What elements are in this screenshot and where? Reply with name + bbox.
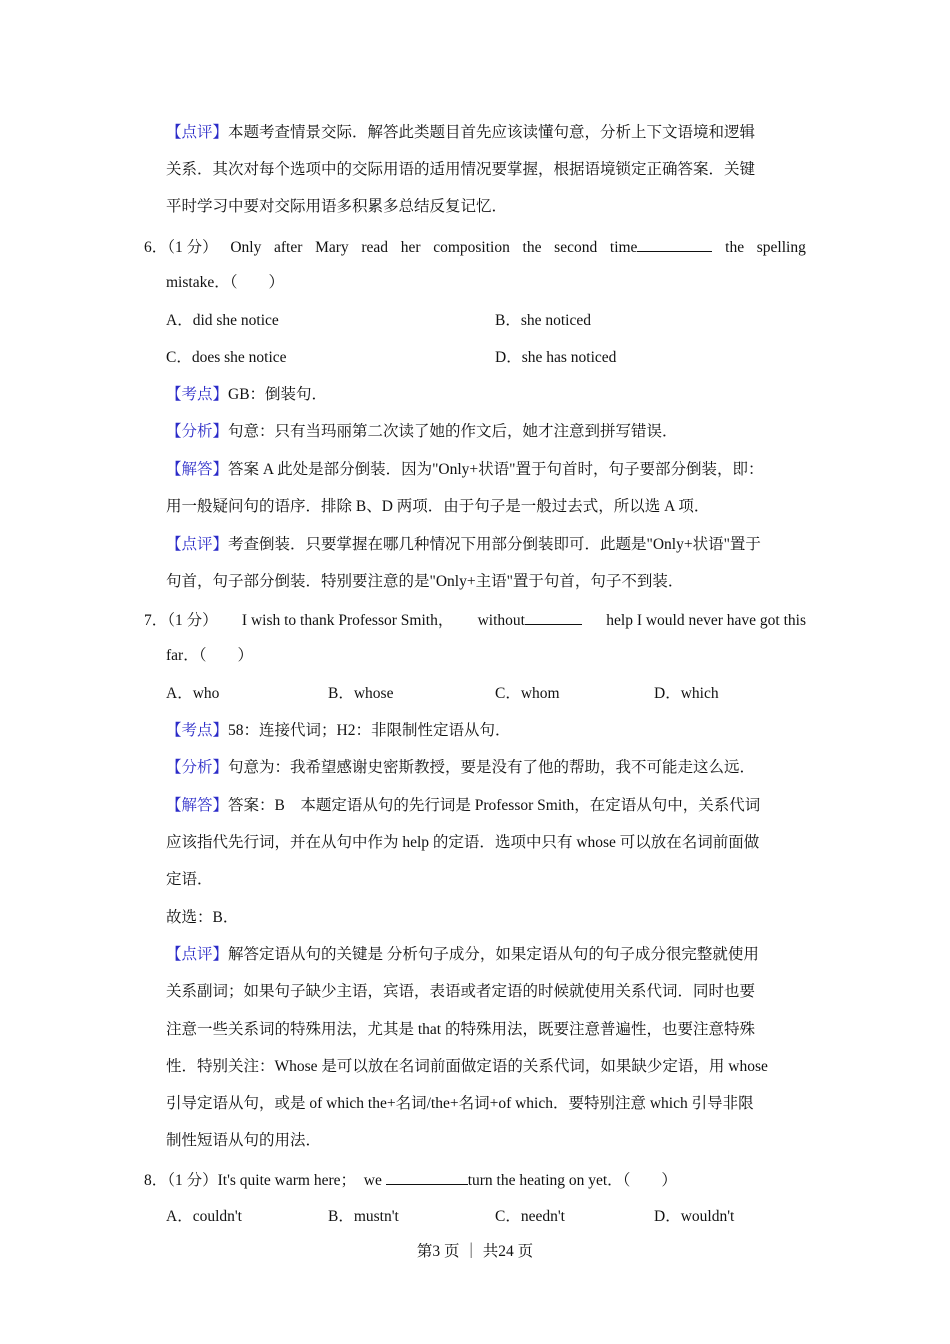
stem-word: Mary xyxy=(315,239,349,256)
question-7-stem xyxy=(144,609,806,631)
fenxi-text: 句意：只有当玛丽第二次读了她的作文后，她才注意到拼写错误． xyxy=(228,423,678,440)
dianping-text: 考查倒装．只要掌握在哪几种情况下用部分倒装即可．此题是"Only+状语"置于 xyxy=(228,536,761,553)
jieda-line: 应该指代先行词，并在从句中作为 help 的定语．选项中只有 whose 可以放在名词前面做 xyxy=(166,834,760,851)
option-a[interactable]: A．did she notice xyxy=(166,312,279,329)
dianping-tag: 【点评】 xyxy=(166,946,229,963)
dianping-line xyxy=(166,945,759,965)
question-number: 6．（1 分） xyxy=(144,239,218,256)
stem-text: help I would never have got this xyxy=(606,612,806,629)
option-a[interactable]: A．who xyxy=(166,685,220,702)
question-6-stem-cont: mistake．（ ） xyxy=(166,274,284,291)
question-number: 8．（1 分） xyxy=(144,1172,218,1189)
option-b[interactable]: B．mustn't xyxy=(328,1208,399,1225)
jieda-tag: 【解答】 xyxy=(166,797,229,814)
stem-word: after xyxy=(274,239,303,256)
comment-text: 本题考查情景交际．解答此类题目首先应该读懂句意，分析上下文语境和逻辑 xyxy=(228,124,756,141)
dianping-line xyxy=(166,535,761,555)
fenxi-text: 句意为：我希望感谢史密斯教授，要是没有了他的帮助，我不可能走这么远． xyxy=(228,759,756,776)
stem-word: the xyxy=(725,239,745,256)
question-6-stem xyxy=(144,236,806,258)
answer-blank xyxy=(386,1169,468,1185)
stem-word: second xyxy=(554,239,598,256)
jieda-line: 用一般疑问句的语序．排除 B、D 两项．由于句子是一般过去式，所以选 A 项． xyxy=(166,498,710,515)
kaodian-tag: 【考点】 xyxy=(166,386,229,403)
kaodian-text: 58：连接代词；H2：非限制性定语从句． xyxy=(228,722,511,739)
stem-word: her xyxy=(400,239,421,256)
question-7-stem-cont: far．（ ） xyxy=(166,647,253,664)
dianping-line: 关系副词；如果句子缺少主语，宾语，表语或者定语的时候就使用关系代词．同时也要 xyxy=(166,983,756,1000)
option-c[interactable]: C．whom xyxy=(495,685,560,702)
dianping-tag: 【点评】 xyxy=(166,536,229,553)
kaodian-text: GB：倒装句． xyxy=(228,386,328,403)
question-number: 7．（1 分） xyxy=(144,612,218,629)
kaodian-line xyxy=(166,721,510,741)
option-a[interactable]: A．couldn't xyxy=(166,1208,242,1225)
fenxi-tag: 【分析】 xyxy=(166,759,229,776)
option-d[interactable]: D．which xyxy=(654,685,719,702)
comment-line: 平时学习中要对交际用语多积累多总结反复记忆． xyxy=(166,198,508,215)
comment-tag: 【点评】 xyxy=(166,124,229,141)
stem-text: without xyxy=(477,612,525,629)
stem-text: turn the heating on yet．（ ） xyxy=(467,1172,677,1189)
fenxi-line xyxy=(166,422,678,442)
page-footer: 第3 页 ｜ 共24 页 xyxy=(416,1243,534,1260)
dianping-text: 解答定语从句的关键是 分析句子成分，如果定语从句的句子成分很完整就使用 xyxy=(228,946,759,963)
option-d[interactable]: D．she has noticed xyxy=(495,349,617,366)
option-c[interactable]: C．does she notice xyxy=(166,349,287,366)
dianping-line: 性．特别关注：Whose 是可以放在名词前面做定语的关系代词，如果缺少定语，用 whose xyxy=(166,1058,768,1075)
answer-blank xyxy=(525,609,582,625)
jieda-tag: 【解答】 xyxy=(166,461,229,478)
question-8-stem xyxy=(144,1169,677,1191)
stem-word: read xyxy=(361,239,389,256)
jieda-line xyxy=(166,460,764,480)
kaodian-tag: 【考点】 xyxy=(166,722,229,739)
jieda-line: 定语． xyxy=(166,871,213,888)
fenxi-tag: 【分析】 xyxy=(166,423,229,440)
stem-word: spelling xyxy=(756,239,806,256)
option-b[interactable]: B．whose xyxy=(328,685,394,702)
jieda-text: 答案 A 此处是部分倒装．因为"Only+状语"置于句首时，句子要部分倒装，即： xyxy=(228,461,764,478)
stem-text: I wish to thank Professor Smith， xyxy=(241,612,454,629)
stem-word: Only xyxy=(230,239,262,256)
stem-word: composition xyxy=(433,239,510,256)
comment-line: 关系．其次对每个选项中的交际用语的适用情况要掌握，根据语境锁定正确答案．关键 xyxy=(166,161,756,178)
dianping-line: 句首，句子部分倒装．特别要注意的是"Only+主语"置于句首，句子不到装． xyxy=(166,573,684,590)
jieda-text: 答案：B 本题定语从句的先行词是 Professor Smith，在定语从句中，关系代词 xyxy=(228,797,761,814)
dianping-line: 注意一些关系词的特殊用法，尤其是 that 的特殊用法，既要注意普遍性，也要注意特殊 xyxy=(166,1021,755,1038)
stem-word: the xyxy=(522,239,542,256)
kaodian-line xyxy=(166,385,327,405)
option-c[interactable]: C．needn't xyxy=(495,1208,565,1225)
comment-line xyxy=(166,123,806,143)
option-d[interactable]: D．wouldn't xyxy=(654,1208,735,1225)
option-b[interactable]: B．she noticed xyxy=(495,312,591,329)
answer-blank xyxy=(637,236,712,252)
dianping-line: 制性短语从句的用法． xyxy=(166,1132,322,1149)
fenxi-line xyxy=(166,758,755,778)
answer-line: 故选：B． xyxy=(166,909,239,926)
stem-text: It's quite warm here； we xyxy=(217,1172,382,1189)
dianping-line: 引导定语从句，或是 of which the+名词/the+名词+of which．要特别注意 which 引导非限 xyxy=(166,1095,754,1112)
stem-word: time xyxy=(609,239,638,256)
jieda-line xyxy=(166,796,760,816)
